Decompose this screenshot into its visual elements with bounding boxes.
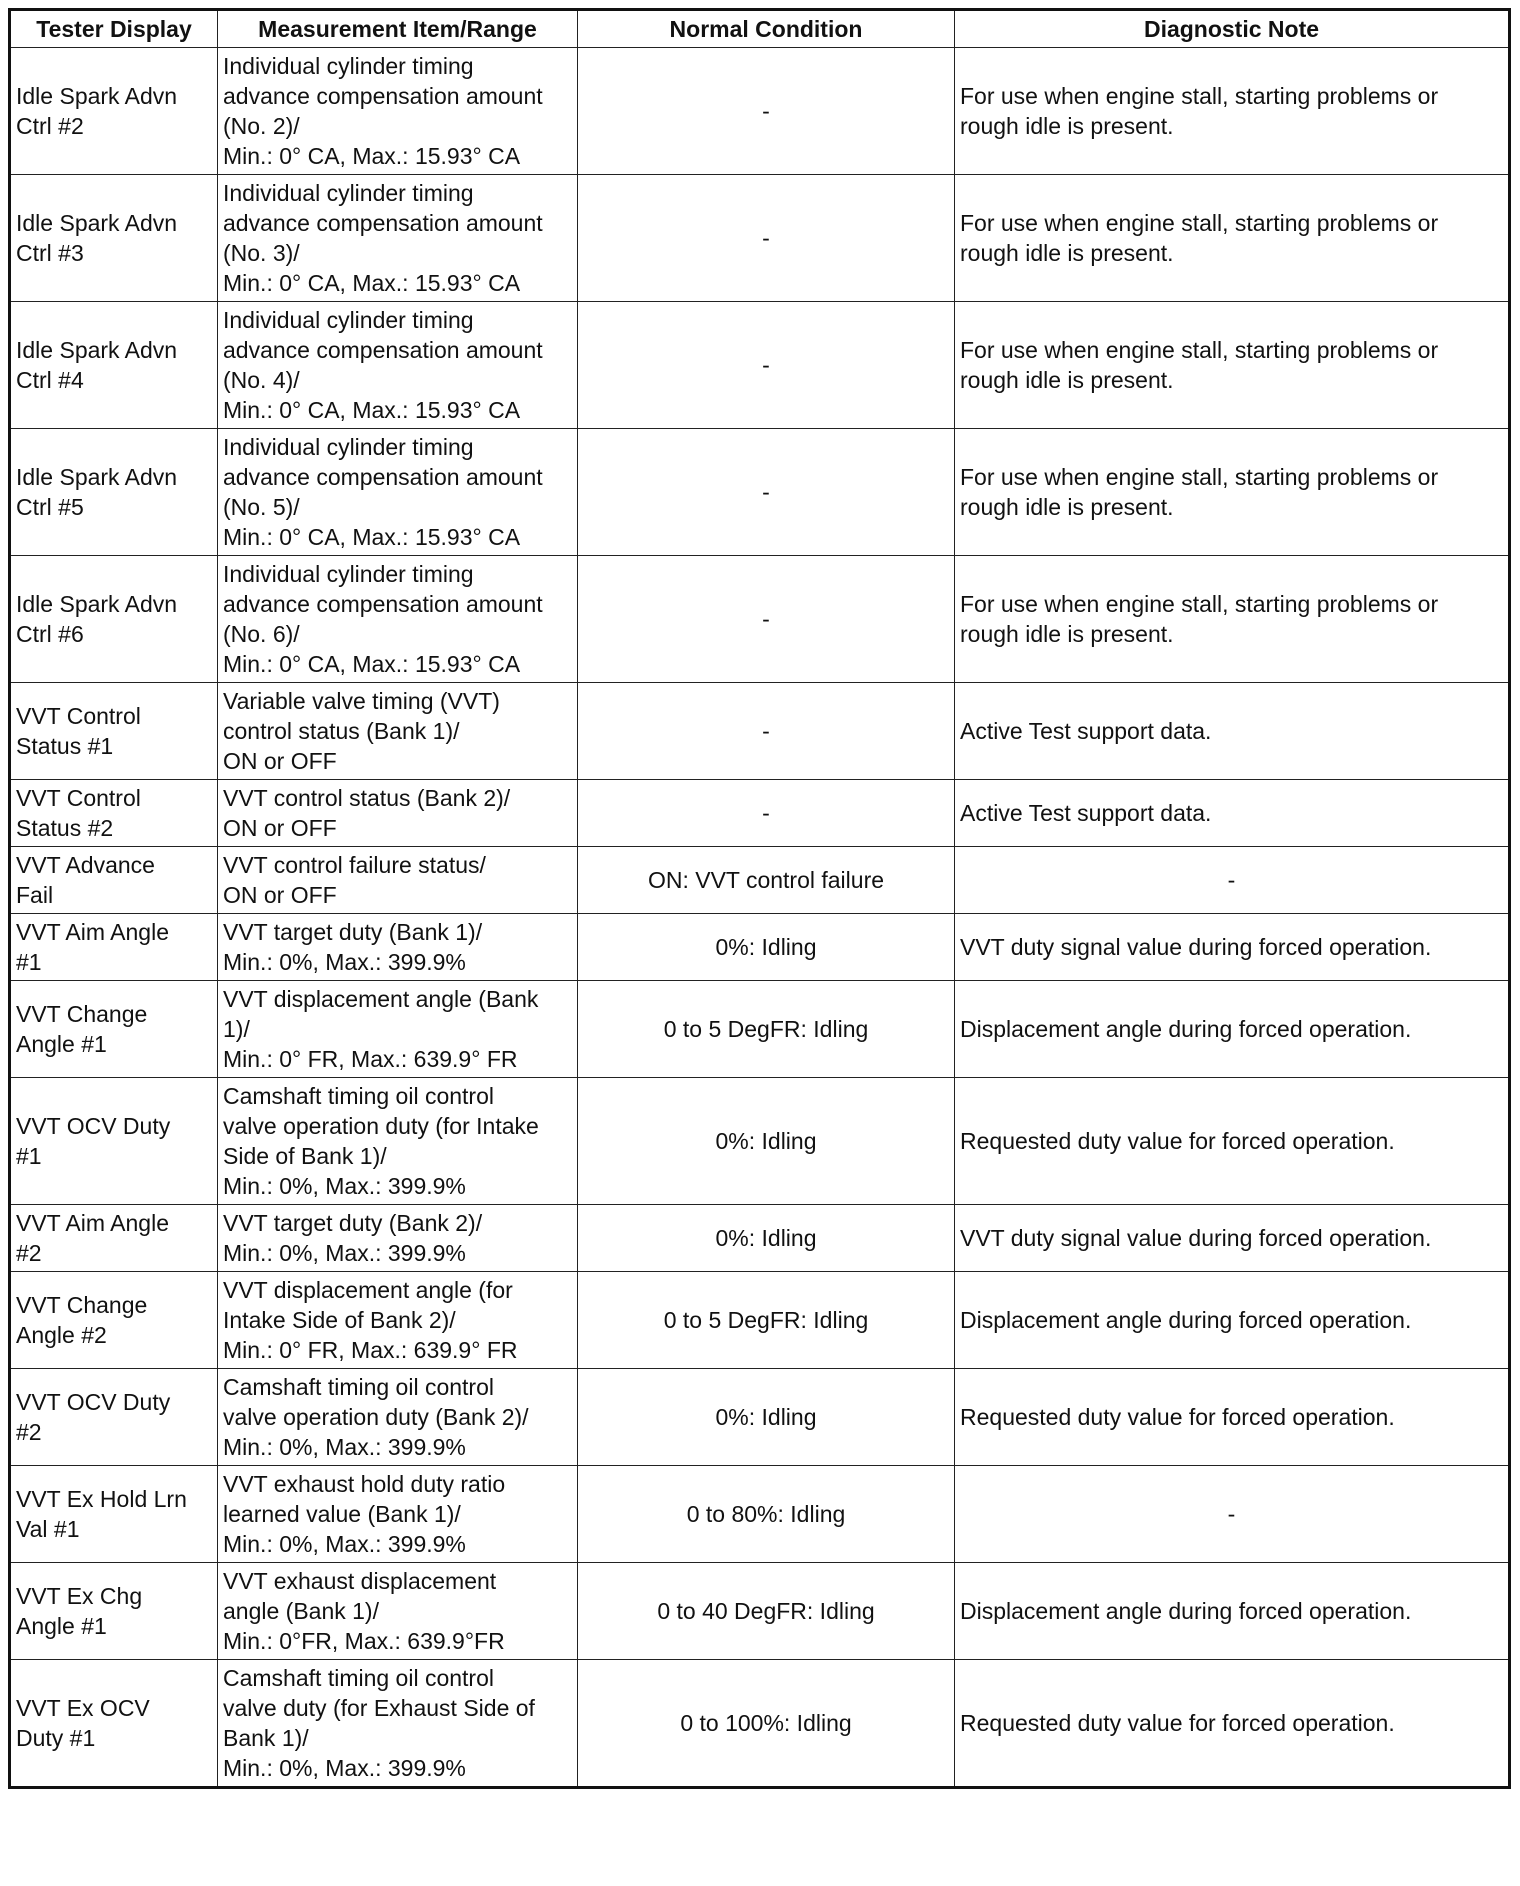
measurement-item-cell: VVT control status (Bank 2)/ ON or OFF (218, 780, 578, 847)
header-diagnostic-note: Diagnostic Note (955, 10, 1510, 48)
normal-condition-cell: 0%: Idling (578, 914, 955, 981)
diagnostic-note-cell: Active Test support data. (955, 683, 1510, 780)
normal-condition-cell: - (578, 556, 955, 683)
normal-condition-cell: - (578, 429, 955, 556)
normal-condition-cell: 0 to 5 DegFR: Idling (578, 981, 955, 1078)
normal-condition-cell: - (578, 302, 955, 429)
normal-condition-cell: 0%: Idling (578, 1078, 955, 1205)
measurement-item-cell: VVT target duty (Bank 2)/ Min.: 0%, Max.: 399.9% (218, 1205, 578, 1272)
diagnostic-note-cell: Displacement angle during forced operation. (955, 1563, 1510, 1660)
diagnostic-note-cell: For use when engine stall, starting problems or rough idle is present. (955, 556, 1510, 683)
header-measurement-item: Measurement Item/Range (218, 10, 578, 48)
measurement-item-cell: VVT target duty (Bank 1)/ Min.: 0%, Max.: 399.9% (218, 914, 578, 981)
diagnostic-note-cell: - (955, 1466, 1510, 1563)
table-row (10, 302, 1510, 429)
tester-display-cell: VVT Control Status #2 (10, 780, 218, 847)
diagnostic-note-cell: For use when engine stall, starting problems or rough idle is present. (955, 429, 1510, 556)
diagnostic-note-cell: - (955, 847, 1510, 914)
diagnostic-note-cell: For use when engine stall, starting problems or rough idle is present. (955, 48, 1510, 175)
measurement-item-cell: Variable valve timing (VVT) control status (Bank 1)/ ON or OFF (218, 683, 578, 780)
table-row (10, 556, 1510, 683)
tester-display-cell: Idle Spark Advn Ctrl #6 (10, 556, 218, 683)
normal-condition-cell: 0%: Idling (578, 1205, 955, 1272)
normal-condition-cell: ON: VVT control failure (578, 847, 955, 914)
normal-condition-cell: 0 to 5 DegFR: Idling (578, 1272, 955, 1369)
table-row (10, 429, 1510, 556)
tester-display-cell: VVT Aim Angle #2 (10, 1205, 218, 1272)
diagnostic-note-cell: Displacement angle during forced operation. (955, 981, 1510, 1078)
tester-display-cell: Idle Spark Advn Ctrl #3 (10, 175, 218, 302)
tester-display-cell: VVT Change Angle #2 (10, 1272, 218, 1369)
table-row (10, 683, 1510, 780)
table-row (10, 1078, 1510, 1205)
table-row (10, 175, 1510, 302)
table-row (10, 1272, 1510, 1369)
measurement-item-cell: Camshaft timing oil control valve duty (for Exhaust Side of Bank 1)/ Min.: 0%, Max.: 399.9% (218, 1660, 578, 1788)
data-list-table (8, 8, 1511, 1789)
diagnostic-note-cell: VVT duty signal value during forced operation. (955, 1205, 1510, 1272)
diagnostic-note-cell: Requested duty value for forced operation. (955, 1660, 1510, 1788)
diagnostic-note-cell: Requested duty value for forced operation. (955, 1369, 1510, 1466)
normal-condition-cell: 0 to 100%: Idling (578, 1660, 955, 1788)
measurement-item-cell: VVT displacement angle (for Intake Side of Bank 2)/ Min.: 0° FR, Max.: 639.9° FR (218, 1272, 578, 1369)
table-row (10, 1660, 1510, 1788)
tester-display-cell: VVT Aim Angle #1 (10, 914, 218, 981)
diagnostic-note-cell: For use when engine stall, starting problems or rough idle is present. (955, 302, 1510, 429)
measurement-item-cell: Individual cylinder timing advance compensation amount (No. 5)/ Min.: 0° CA, Max.: 15.93° CA (218, 429, 578, 556)
measurement-item-cell: Camshaft timing oil control valve operation duty (Bank 2)/ Min.: 0%, Max.: 399.9% (218, 1369, 578, 1466)
measurement-item-cell: Individual cylinder timing advance compensation amount (No. 4)/ Min.: 0° CA, Max.: 15.93° CA (218, 302, 578, 429)
tester-display-cell: Idle Spark Advn Ctrl #4 (10, 302, 218, 429)
diagnostic-note-cell: Active Test support data. (955, 780, 1510, 847)
data-list-table-container (8, 8, 1508, 1789)
table-row (10, 847, 1510, 914)
table-row (10, 1466, 1510, 1563)
tester-display-cell: VVT OCV Duty #2 (10, 1369, 218, 1466)
table-row (10, 1369, 1510, 1466)
table-row (10, 48, 1510, 175)
normal-condition-cell: 0%: Idling (578, 1369, 955, 1466)
tester-display-cell: Idle Spark Advn Ctrl #5 (10, 429, 218, 556)
measurement-item-cell: Individual cylinder timing advance compensation amount (No. 3)/ Min.: 0° CA, Max.: 15.93° CA (218, 175, 578, 302)
normal-condition-cell: 0 to 80%: Idling (578, 1466, 955, 1563)
table-row (10, 914, 1510, 981)
table-row (10, 1563, 1510, 1660)
header-tester-display: Tester Display (10, 10, 218, 48)
normal-condition-cell: - (578, 175, 955, 302)
tester-display-cell: VVT Change Angle #1 (10, 981, 218, 1078)
diagnostic-note-cell: Displacement angle during forced operation. (955, 1272, 1510, 1369)
tester-display-cell: VVT Ex Chg Angle #1 (10, 1563, 218, 1660)
measurement-item-cell: Individual cylinder timing advance compensation amount (No. 6)/ Min.: 0° CA, Max.: 15.93° CA (218, 556, 578, 683)
diagnostic-note-cell: Requested duty value for forced operation. (955, 1078, 1510, 1205)
table-row (10, 1205, 1510, 1272)
measurement-item-cell: VVT displacement angle (Bank 1)/ Min.: 0° FR, Max.: 639.9° FR (218, 981, 578, 1078)
tester-display-cell: VVT Ex Hold Lrn Val #1 (10, 1466, 218, 1563)
tester-display-cell: VVT Ex OCV Duty #1 (10, 1660, 218, 1788)
measurement-item-cell: Individual cylinder timing advance compensation amount (No. 2)/ Min.: 0° CA, Max.: 15.93° CA (218, 48, 578, 175)
measurement-item-cell: Camshaft timing oil control valve operation duty (for Intake Side of Bank 1)/ Min.: 0%, Max.: 399.9% (218, 1078, 578, 1205)
measurement-item-cell: VVT exhaust displacement angle (Bank 1)/ Min.: 0°FR, Max.: 639.9°FR (218, 1563, 578, 1660)
normal-condition-cell: - (578, 48, 955, 175)
tester-display-cell: VVT Advance Fail (10, 847, 218, 914)
table-body (10, 48, 1510, 1788)
tester-display-cell: VVT Control Status #1 (10, 683, 218, 780)
diagnostic-note-cell: For use when engine stall, starting problems or rough idle is present. (955, 175, 1510, 302)
normal-condition-cell: - (578, 683, 955, 780)
table-row (10, 981, 1510, 1078)
tester-display-cell: Idle Spark Advn Ctrl #2 (10, 48, 218, 175)
diagnostic-note-cell: VVT duty signal value during forced operation. (955, 914, 1510, 981)
table-row (10, 780, 1510, 847)
normal-condition-cell: - (578, 780, 955, 847)
header-row (10, 10, 1510, 48)
header-normal-condition: Normal Condition (578, 10, 955, 48)
measurement-item-cell: VVT exhaust hold duty ratio learned value (Bank 1)/ Min.: 0%, Max.: 399.9% (218, 1466, 578, 1563)
normal-condition-cell: 0 to 40 DegFR: Idling (578, 1563, 955, 1660)
tester-display-cell: VVT OCV Duty #1 (10, 1078, 218, 1205)
measurement-item-cell: VVT control failure status/ ON or OFF (218, 847, 578, 914)
